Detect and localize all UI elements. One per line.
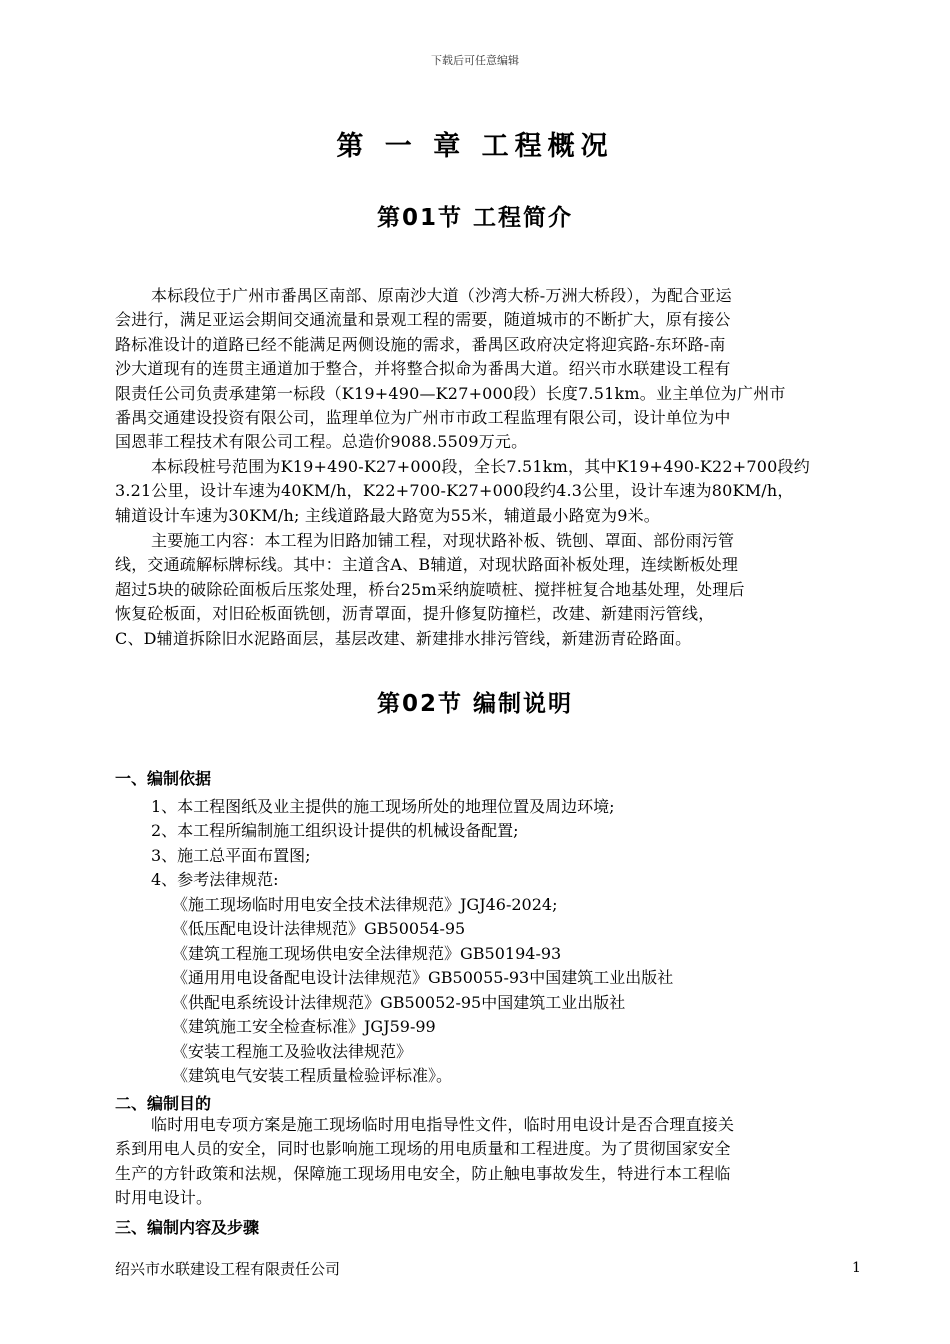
- text-line: 沙大道现有的连贯主通道加于整合，并将整合拟命为番禺大道。绍兴市水联建设工程有: [115, 359, 731, 379]
- section-2-title: 第02节 编制说明: [376, 691, 573, 717]
- text-line: 线，交通疏解标牌标线。其中：主道含A、B辅道，对现状路面补板处理，连续断板处理: [115, 555, 739, 575]
- list-item: 3、施工总平面布置图;: [151, 846, 311, 865]
- intro-paragraph-2: [115, 455, 845, 528]
- intro-paragraph-3: [115, 529, 845, 651]
- purpose-paragraph: [115, 1113, 845, 1211]
- text-line: 时用电设计。: [115, 1188, 213, 1208]
- text-line: 国恩菲工程技术有限公司工程。总造价9088.5509万元。: [115, 432, 528, 452]
- subheading-purpose: 二、编制目的: [115, 1094, 212, 1113]
- footer-company: 绍兴市水联建设工程有限责任公司: [115, 1260, 341, 1278]
- reference-item: 《施工现场临时用电安全技术法律规范》JGJ46-2024;: [172, 895, 558, 914]
- text-line: 超过5块的破除砼面板后压浆处理，桥台25m采纳旋喷桩、搅拌桩复合地基处理，处理后: [115, 579, 745, 599]
- text-line: 3.21公里，设计车速为40KM/h，K22+700-K27+000段约4.3公里，设计车速为80KM/h，: [115, 481, 794, 501]
- text-line: 主要施工内容：本工程为旧路加铺工程，对现状路补板、铣刨、罩面、部份雨污管: [151, 531, 735, 550]
- subheading-basis: 一、编制依据: [115, 769, 212, 788]
- text-line: C、D辅道拆除旧水泥路面层，基层改建、新建排水排污管线，新建沥青砼路面。: [115, 628, 692, 648]
- reference-item: 《通用用电设备配电设计法律规范》GB50055-93中国建筑工业出版社: [172, 968, 674, 987]
- reference-item: 《建筑工程施工现场供电安全法律规范》GB50194-93: [172, 944, 562, 963]
- list-item: 2、本工程所编制施工组织设计提供的机械设备配置;: [151, 821, 519, 840]
- page-number: 1: [852, 1260, 861, 1276]
- reference-item: 《建筑电气安装工程质量检验评标准》。: [172, 1066, 453, 1085]
- reference-item: 《建筑施工安全检查标准》JGJ59-99: [172, 1017, 436, 1036]
- text-line: 临时用电专项方案是施工现场临时用电指导性文件，临时用电设计是否合理直接关: [151, 1115, 735, 1134]
- list-item: 1、本工程图纸及业主提供的施工现场所处的地理位置及周边环境;: [151, 797, 615, 816]
- text-line: 限责任公司负责承建第一标段（K19+490—K27+000段）长度7.51km。业主单位为广州市: [115, 383, 786, 403]
- text-line: 系到用电人员的安全，同时也影响施工现场的用电质量和工程进度。为了贯彻国家安全: [115, 1139, 731, 1159]
- reference-item: 《安装工程施工及验收法律规范》: [172, 1042, 413, 1061]
- text-line: 路标准设计的道路已经不能满足两侧设施的需求，番禺区政府决定将迎宾路-东环路-南: [115, 334, 726, 354]
- header-note: 下载后可任意编辑: [431, 54, 519, 67]
- text-line: 本标段桩号范围为K19+490-K27+000段，全长7.51km，其中K19+490-K22+700段约: [151, 457, 810, 476]
- text-line: 生产的方针政策和法规，保障施工现场用电安全，防止触电事故发生，特进行本工程临: [115, 1163, 731, 1183]
- text-line: 本标段位于广州市番禺区南部、原南沙大道（沙湾大桥-万洲大桥段），为配合亚运: [151, 286, 732, 305]
- reference-item: 《低压配电设计法律规范》GB50054-95: [172, 919, 466, 938]
- reference-item: 《供配电系统设计法律规范》GB50052-95中国建筑工业出版社: [172, 993, 626, 1012]
- list-item: 4、参考法律规范:: [151, 870, 279, 889]
- text-line: 番禺交通建设投资有限公司，监理单位为广州市市政工程监理有限公司，设计单位为中: [115, 408, 731, 428]
- chapter-title: 第 一 章 工程概况: [336, 131, 614, 162]
- section-1-title: 第01节 工程简介: [376, 205, 573, 231]
- subheading-content-steps: 三、编制内容及步骤: [115, 1218, 260, 1237]
- text-line: 会进行，满足亚运会期间交通流量和景观工程的需要，随道城市的不断扩大，原有接公: [115, 310, 731, 330]
- intro-paragraph-1: [115, 284, 845, 455]
- text-line: 恢复砼板面，对旧砼板面铣刨，沥青罩面，提升修复防撞栏，改建、新建雨污管线，: [115, 604, 715, 624]
- text-line: 辅道设计车速为30KM/h; 主线道路最大路宽为55米，辅道最小路宽为9米。: [115, 505, 661, 525]
